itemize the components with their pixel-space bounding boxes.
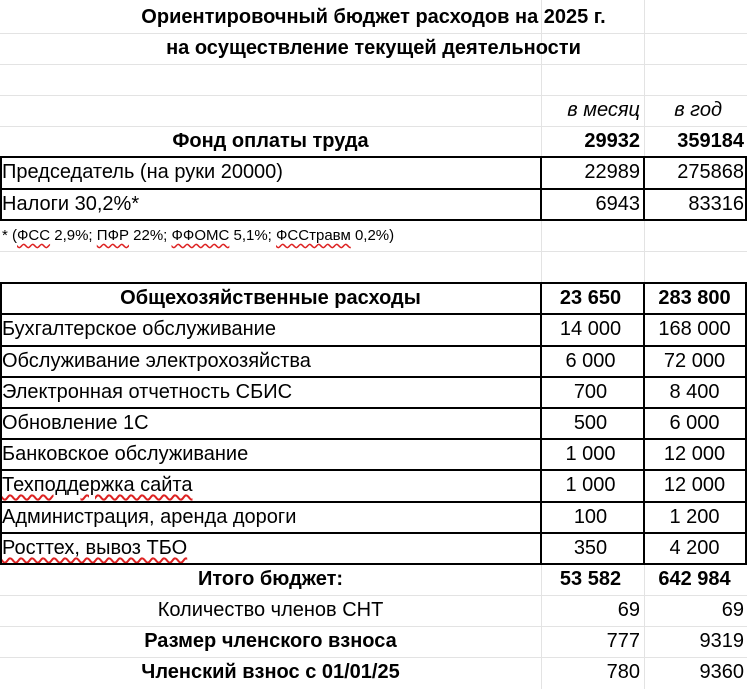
payroll-header-month: 29932 bbox=[584, 130, 640, 152]
members-month: 69 bbox=[617, 599, 640, 621]
footnote-row bbox=[0, 220, 747, 251]
table-border bbox=[0, 438, 747, 440]
payroll-row-month: 6943 bbox=[595, 193, 640, 215]
expense-label: Электронная отчетность СБИС bbox=[2, 381, 293, 403]
expense-label bbox=[2, 533, 537, 564]
table-row bbox=[0, 126, 747, 157]
footnote-text: ФССтравм bbox=[276, 227, 351, 244]
table-border bbox=[0, 469, 747, 471]
table-row bbox=[0, 346, 747, 377]
table-row bbox=[0, 377, 747, 408]
fee-2025-month: 780 bbox=[606, 661, 640, 683]
table-row bbox=[0, 283, 747, 314]
page-subtitle: на осуществление текущей деятельности bbox=[166, 37, 581, 59]
table-border bbox=[0, 563, 747, 565]
column-year: в год bbox=[674, 99, 722, 121]
table-border bbox=[0, 345, 747, 347]
payroll-row-year: 83316 bbox=[688, 193, 744, 215]
table-border bbox=[0, 407, 747, 409]
expense-month: 6 000 bbox=[565, 350, 616, 372]
expense-month: 350 bbox=[573, 537, 608, 559]
table-border bbox=[643, 282, 645, 564]
table-border bbox=[540, 282, 542, 564]
table-border bbox=[0, 282, 747, 284]
expense-month: 14 000 bbox=[559, 318, 622, 340]
expense-label-text: Росттех, вывоз ТБО bbox=[2, 537, 188, 559]
table-row bbox=[0, 439, 747, 470]
expense-year: 72 000 bbox=[663, 350, 726, 372]
expense-year: 4 200 bbox=[669, 537, 720, 559]
table-row bbox=[0, 157, 747, 188]
payroll-header-year: 359184 bbox=[677, 130, 744, 152]
general-header-year: 283 800 bbox=[658, 287, 731, 309]
table-border bbox=[0, 501, 747, 503]
expense-year: 12 000 bbox=[663, 474, 726, 496]
column-month: в месяц bbox=[567, 99, 640, 121]
total-budget-month: 53 582 bbox=[559, 568, 622, 590]
table-row bbox=[0, 189, 747, 220]
table-border bbox=[745, 282, 747, 564]
fee-label: Размер членского взноса bbox=[144, 630, 397, 652]
table-row bbox=[0, 502, 747, 533]
expense-label: Обновление 1С bbox=[2, 412, 149, 434]
fee-2025-year: 9360 bbox=[699, 661, 744, 683]
footnote-text: ПФР bbox=[96, 227, 129, 244]
expense-label: Бухгалтерское обслуживание bbox=[2, 318, 276, 340]
fee-2025-label: Членский взнос с 01/01/25 bbox=[141, 661, 400, 683]
table-border bbox=[0, 532, 747, 534]
general-header-label: Общехозяйственные расходы bbox=[120, 287, 421, 309]
members-label: Количество членов СНТ bbox=[157, 599, 384, 621]
grid-line bbox=[0, 251, 747, 252]
footnote-text: 5,1%; bbox=[229, 227, 277, 244]
payroll-row-label: Председатель (на руки 20000) bbox=[2, 161, 283, 183]
table-row bbox=[0, 470, 747, 501]
tax-footnote bbox=[2, 220, 742, 251]
expense-month: 1 000 bbox=[565, 474, 616, 496]
page-title: Ориентировочный бюджет расходов на 2025 г. bbox=[141, 6, 606, 28]
table-row bbox=[0, 657, 747, 688]
expense-year: 6 000 bbox=[669, 412, 720, 434]
footnote-text: 22%; bbox=[128, 227, 172, 244]
expense-label: Администрация, аренда дороги bbox=[2, 506, 297, 528]
members-year: 69 bbox=[721, 599, 744, 621]
expense-month: 1 000 bbox=[565, 443, 616, 465]
table-row bbox=[0, 564, 747, 595]
table-border bbox=[0, 313, 747, 315]
expense-year: 168 000 bbox=[658, 318, 731, 340]
footnote-text: 2,9%; bbox=[50, 227, 97, 244]
expense-month: 700 bbox=[573, 381, 608, 403]
table-row bbox=[0, 626, 747, 657]
expense-year: 12 000 bbox=[663, 443, 726, 465]
payroll-row-label: Налоги 30,2%* bbox=[2, 193, 140, 215]
footnote-text: ФФОМС bbox=[171, 227, 230, 244]
table-border bbox=[0, 156, 747, 158]
grid-line bbox=[0, 64, 747, 65]
table-row bbox=[0, 314, 747, 345]
column-header-row bbox=[0, 95, 747, 126]
payroll-row-year: 275868 bbox=[677, 161, 744, 183]
expense-label: Обслуживание электрохозяйства bbox=[2, 350, 311, 372]
table-border bbox=[540, 156, 542, 220]
fee-year: 9319 bbox=[699, 630, 744, 652]
payroll-header-label: Фонд оплаты труда bbox=[172, 130, 369, 152]
expense-month: 500 bbox=[573, 412, 608, 434]
expense-label-text: Техподдержка сайта bbox=[2, 474, 193, 496]
payroll-row-month: 22989 bbox=[584, 161, 640, 183]
total-budget-label: Итого бюджет: bbox=[197, 568, 344, 590]
table-row bbox=[0, 408, 747, 439]
table-border bbox=[0, 219, 747, 221]
footnote-text: ФСС bbox=[17, 227, 51, 244]
table-border bbox=[0, 282, 2, 564]
expense-year: 1 200 bbox=[669, 506, 720, 528]
general-header-month: 23 650 bbox=[559, 287, 622, 309]
total-budget-year: 642 984 bbox=[658, 568, 731, 590]
expense-year: 8 400 bbox=[669, 381, 720, 403]
table-border bbox=[0, 376, 747, 378]
footnote-text: * ( bbox=[2, 227, 17, 244]
expense-label: Банковское обслуживание bbox=[2, 443, 249, 465]
table-row bbox=[0, 595, 747, 626]
fee-month: 777 bbox=[606, 630, 640, 652]
table-row bbox=[0, 533, 747, 564]
table-border bbox=[745, 156, 747, 220]
expense-month: 100 bbox=[573, 506, 608, 528]
table-border bbox=[643, 156, 645, 220]
table-border bbox=[0, 188, 747, 190]
table-border bbox=[0, 156, 2, 220]
expense-label bbox=[2, 470, 537, 501]
footnote-text: 0,2%) bbox=[350, 227, 395, 244]
